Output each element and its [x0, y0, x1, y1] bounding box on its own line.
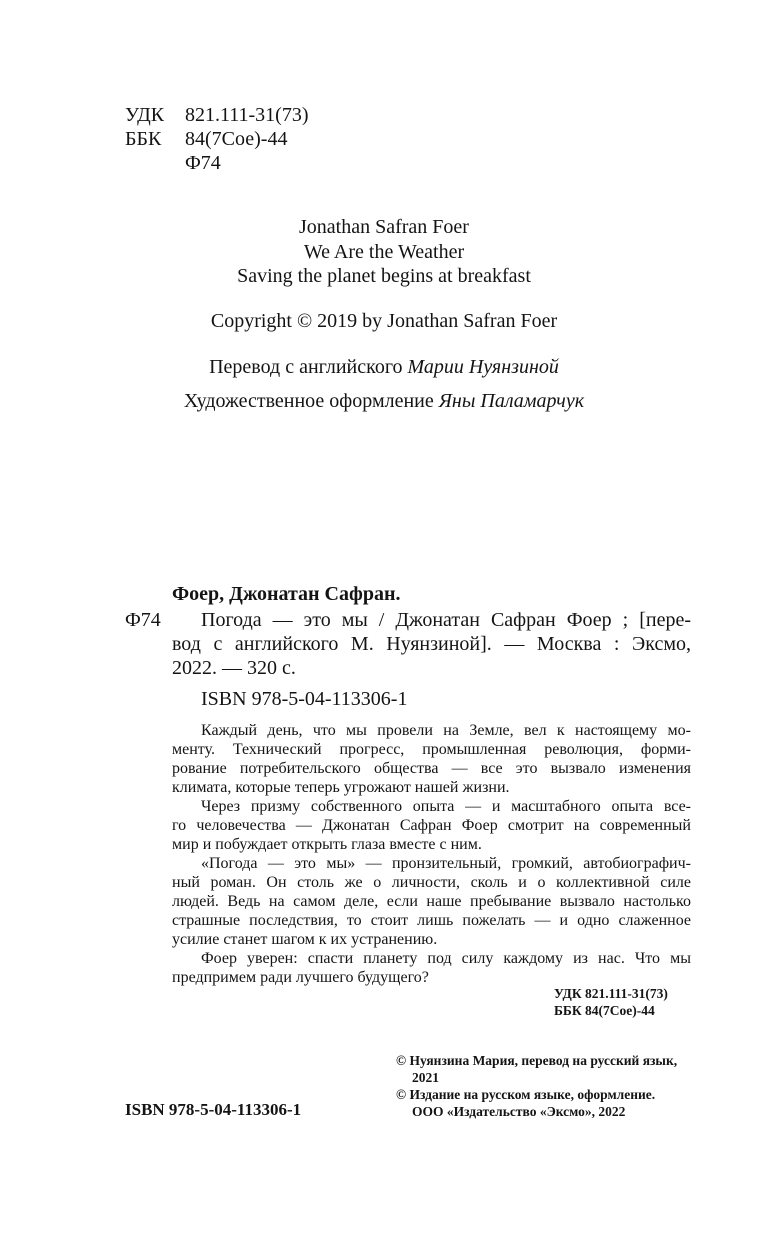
annotation-line: климата, которые теперь угрожают нашей жизни.: [172, 779, 510, 796]
annotation-line: ный роман. Он столь же о личности, сколь и о коллективной силе: [172, 874, 691, 891]
udk-label: УДК: [125, 104, 165, 126]
imprint-isbn: ISBN 978-5-04-113306-1: [125, 1100, 302, 1119]
original-title: We Are the Weather: [303, 241, 465, 263]
annotation-line: го человечества — Джонатан Сафран Фоер смотрит на современный: [172, 817, 691, 834]
catalog-heading: Фоер, Джонатан Сафран.: [172, 583, 401, 605]
annotation-line: людей. Ведь на самом деле, если наше пребывание вызвало настолько: [172, 893, 691, 910]
translator-name: Марии Нуянзиной: [407, 356, 559, 378]
author-sign: Ф74: [185, 152, 221, 174]
catalog-line: 2022. — 320 с.: [172, 657, 296, 679]
annotation-line: рование потребительского общества — все это вызвало изменения: [172, 760, 691, 777]
bbk-label: ББК: [125, 128, 162, 150]
imprint-line: ООО «Издательство «Эксмо», 2022: [412, 1104, 626, 1119]
imprint-line: © Нуянзина Мария, перевод на русский язык,: [396, 1053, 678, 1068]
annotation-line: «Погода — это мы» — пронзительный, громкий, автобиографич-: [201, 855, 691, 872]
annotation-line: Через призму собственного опыта — и масштабного опыта все-: [201, 798, 691, 815]
design-prefix: Художественное оформление: [183, 390, 439, 412]
annotation-line: менту. Технический прогресс, промышленная революция, форми-: [172, 741, 691, 758]
designer-name: Яны Паламарчук: [438, 390, 585, 412]
original-author: Jonathan Safran Foer: [299, 216, 469, 238]
design-credit: [0, 389, 768, 413]
catalog-sign: Ф74: [125, 609, 161, 631]
catalog-line: вод с английского М. Нуянзиной]. — Москва : Эксмо,: [172, 633, 691, 655]
annotation-line: Каждый день, что мы провели на Земле, вел к настоящему мо-: [201, 722, 691, 739]
original-subtitle: Saving the planet begins at breakfast: [237, 265, 531, 287]
annotation-line: усилие станет шагом к их устранению.: [172, 931, 438, 948]
udk-value: 821.111-31(73): [185, 104, 309, 126]
translation-credit: [0, 355, 768, 379]
translation-prefix: Перевод с английского: [209, 356, 408, 378]
annotation-line: мир и побуждает открыть глаза вместе с ним.: [172, 836, 482, 853]
catalog-line: Погода — это мы / Джонатан Сафран Фоер ; [пере-: [201, 609, 691, 631]
footer-udk: УДК 821.111-31(73): [554, 986, 668, 1001]
annotation-line: Фоер уверен: спасти планету под силу каждому из нас. Что мы: [201, 950, 691, 967]
imprint-line: © Издание на русском языке, оформление.: [396, 1087, 656, 1102]
original-copyright: Copyright © 2019 by Jonathan Safran Foer: [210, 310, 558, 332]
catalog-isbn: ISBN 978-5-04-113306-1: [201, 688, 408, 710]
annotation-line: страшные последствия, то стоит лишь пожелать — и одно слаженное: [172, 912, 691, 929]
footer-bbk: ББК 84(7Сое)-44: [554, 1003, 655, 1018]
annotation-line: предпримем ради лучшего будущего?: [172, 969, 429, 986]
bbk-value: 84(7Сое)-44: [185, 128, 288, 150]
imprint-line: 2021: [412, 1070, 439, 1085]
